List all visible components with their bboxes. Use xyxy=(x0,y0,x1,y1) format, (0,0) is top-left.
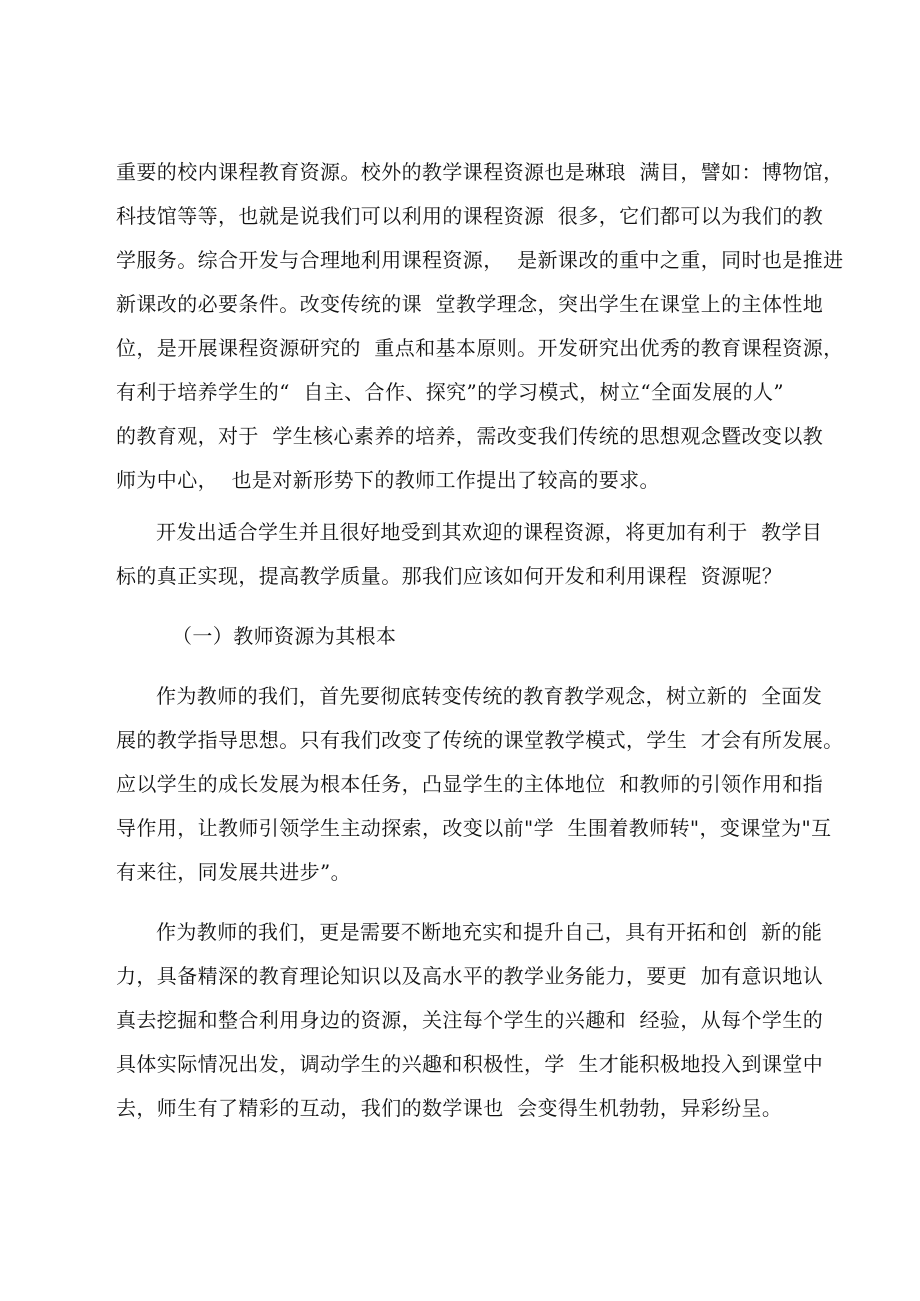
paragraph-1-line-1: 重要的校内课程教育资源。校外的教学课程资源也是琳琅 满目，譬如：博物馆， xyxy=(116,160,844,184)
section-heading-1: （一）教师资源为其根本 xyxy=(172,624,397,648)
paragraph-1-line-6: 有利于培养学生的“ 自主、合作、探究”的学习模式，树立“全面发展的人” xyxy=(116,380,785,404)
paragraph-4-line-2: 力，具备精深的教育理论知识以及高水平的教学业务能力，要更 加有意识地认 xyxy=(116,964,824,988)
paragraph-4-line-4: 具体实际情况出发，调动学生的兴趣和积极性，学 生才能积极地投入到课堂中 xyxy=(116,1052,824,1076)
paragraph-1-line-5: 位，是开展课程资源研究的 重点和基本原则。开发研究出优秀的教育课程资源， xyxy=(116,336,844,360)
paragraph-1-line-8: 师为中心， 也是对新形势下的教师工作提出了较高的要求。 xyxy=(116,468,660,492)
paragraph-3-line-3: 应以学生的成长发展为根本任务，凸显学生的主体地位 和教师的引领作用和指 xyxy=(116,772,824,796)
paragraph-4-line-1: 作为教师的我们，更是需要不断地充实和提升自己，具有开拓和创 新的能 xyxy=(156,920,823,944)
paragraph-4-line-5: 去，师生有了精彩的互动，我们的数学课也 会变得生机勃勃，异彩纷呈。 xyxy=(116,1096,783,1120)
paragraph-3-line-5: 有来往，同发展共进步”。 xyxy=(116,860,352,884)
paragraph-1-line-7: 的教育观，对于 学生核心素养的培养，需改变我们传统的思想观念暨改变以教 xyxy=(116,424,824,448)
paragraph-2-line-1: 开发出适合学生并且很好地受到其欢迎的课程资源，将更加有利于 教学目 xyxy=(156,520,823,544)
paragraph-1-line-3: 学服务。综合开发与合理地利用课程资源， 是新课改的重中之重，同时也是推进 xyxy=(116,248,844,272)
paragraph-1-line-4: 新课改的必要条件。改变传统的课 堂教学理念，突出学生在课堂上的主体性地 xyxy=(116,292,824,316)
paragraph-4-line-3: 真去挖掘和整合利用身边的资源，关注每个学生的兴趣和 经验，从每个学生的 xyxy=(116,1008,824,1032)
paragraph-3-line-1: 作为教师的我们，首先要彻底转变传统的教育教学观念，树立新的 全面发 xyxy=(156,684,823,708)
paragraph-2-line-2: 标的真正实现，提高教学质量。那我们应该如何开发和利用课程 资源呢？ xyxy=(116,564,783,588)
paragraph-3-line-4: 导作用，让教师引领学生主动探索，改变以前"学 生围着教师转"，变课堂为"互 xyxy=(116,816,832,840)
paragraph-3-line-2: 展的教学指导思想。只有我们改变了传统的课堂教学模式，学生 才会有所发展。 xyxy=(116,728,844,752)
paragraph-1-line-2: 科技馆等等，也就是说我们可以利用的课程资源 很多，它们都可以为我们的教 xyxy=(116,204,824,228)
